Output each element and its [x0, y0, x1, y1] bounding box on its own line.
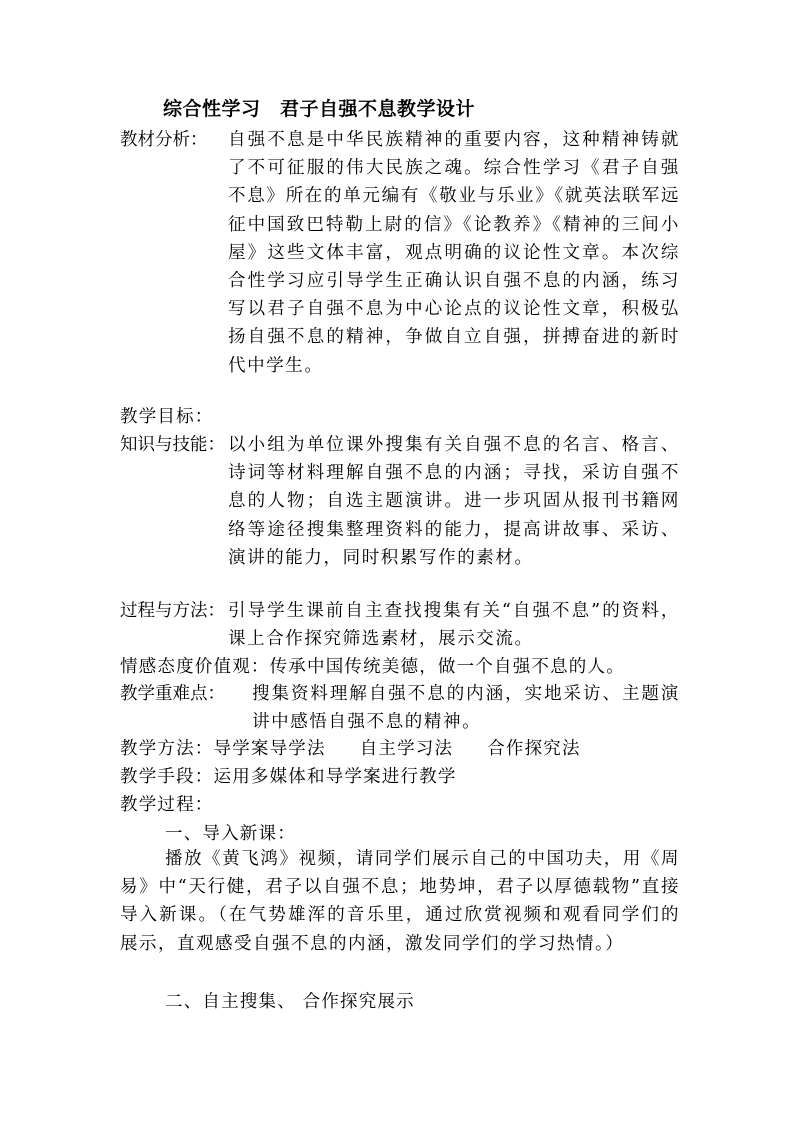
document-title: 综合性学习 君子自强不息教学设计 — [163, 98, 476, 120]
knowledge-text: 以小组为单位课外搜集有关自强不息的名言、格言、诗词等材料理解自强不息的内涵；寻找，采访自强不息的人物；自选主题演讲。进一步巩固从报刊书籍网络等途径搜集整理资料的能力，提高讲故事、采访、演讲的能力，同时积累写作的素材。 — [228, 435, 680, 568]
section1-text: 播放《黄飞鸿》视频，请同学们展示自己的中国功夫，用《周易》中“天行健，君子以自强不息；地势坤，君子以厚德载物”直接导入新课。（在气势雄浑的音乐里，通过欣赏视频和观看同学们的展示，直观感受自强不息的内涵，激发同学们的学习热情。） — [120, 849, 680, 954]
emotion-text: 情感态度价值观：传承中国传统美德，做一个自强不息的人。 — [120, 657, 625, 677]
methods-section — [120, 735, 680, 763]
goals-label: 教学目标： — [120, 407, 214, 427]
knowledge-label: 知识与技能： — [120, 435, 225, 455]
knowledge-section — [120, 431, 680, 572]
method-item: 合作探究法 — [487, 739, 581, 759]
process-method-text: 引导学生课前自主查找搜集有关“自强不息”的资料，课上合作探究筛选素材，展示交流。 — [228, 601, 680, 650]
key-points-text: 搜集资料理解自强不息的内涵，实地采访、主题演讲中感悟自强不息的精神。 — [252, 684, 680, 733]
means-section — [120, 763, 680, 791]
process-section — [120, 791, 680, 819]
process-label: 教学过程： — [120, 795, 214, 815]
emotion-section — [120, 653, 680, 681]
analysis-label: 教材分析： — [120, 130, 208, 150]
goals-section — [120, 403, 680, 431]
section2-heading: 二、自主搜集、 合作探究展示 — [165, 992, 415, 1012]
method-item: 自主学习法 — [359, 739, 454, 759]
key-points-label: 教学重难点： — [120, 684, 225, 704]
section1-heading: 一、导入新课： — [165, 824, 296, 844]
means-text: 教学手段：运用多媒体和导学案进行教学 — [120, 767, 457, 787]
methods-label: 教学方法： — [120, 739, 214, 759]
analysis-text: 自强不息是中华民族精神的重要内容，这种精神铸就了不可征服的伟大民族之魂。综合性学习《君子自强不息》所在的单元编有《敬业与乐业》《就英法联军远征中国致巴特勒上尉的信》《论教养》《精神的三间小屋》这些文体丰富，观点明确的议论性文章。本次综合性学习应引导学生正确认识自强不息的内涵，练习写以君子自强不息为中心论点的议论性文章，积极弘扬自强不息的精神，争做自立自强，拼搏奋进的新时代中学生。 — [228, 130, 680, 376]
process-method-label: 过程与方法： — [120, 601, 225, 621]
method-item: 导学案导学法 — [213, 739, 326, 759]
process-method-section — [120, 597, 680, 653]
key-points-section — [120, 680, 680, 736]
analysis-section — [120, 126, 680, 380]
